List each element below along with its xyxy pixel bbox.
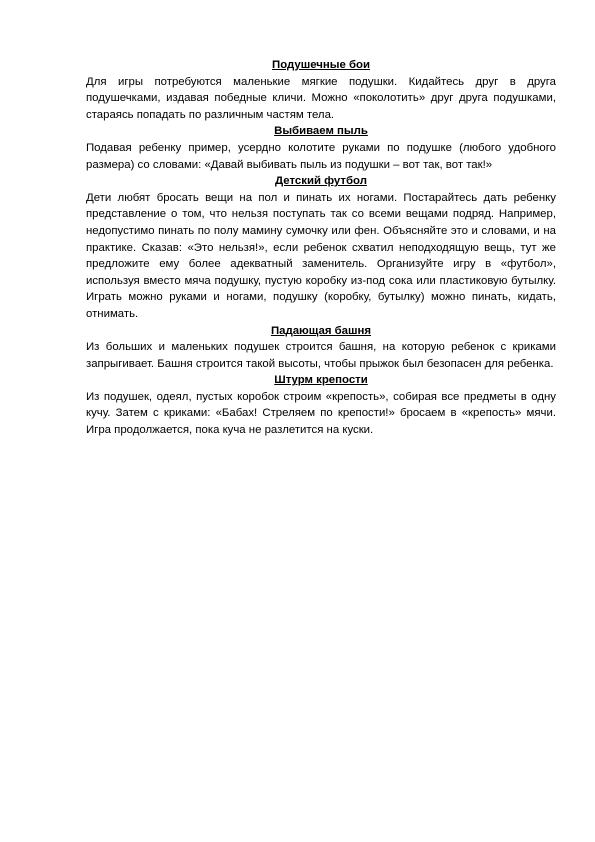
section-title: Подушечные бои <box>272 59 370 71</box>
section-text: Из больших и маленьких подушек строится башня, на которую ребенок с криками запрыгивает. Башня строится такой высоты, чтобы прыжок был безопасен для ребенка. <box>86 341 556 370</box>
section-title: Штурм крепости <box>274 374 368 387</box>
section-text: Для игры потребуются маленькие мягкие подушки. Кидайтесь друг в друга подушечками, издавая победные кличи. Можно «поколотить» друг друга подушками, стараясь попадать по различным частям тела. <box>86 75 556 121</box>
section-text: Подавая ребенку пример, усердно колотите руками по подушке (любого удобного размера) со словами: «Давай выбивать пыль из подушки – вот так, вот так!» <box>86 141 556 171</box>
section-beating-dust <box>86 123 556 173</box>
section-falling-tower <box>86 323 556 373</box>
section-title: Детский футбол <box>275 175 367 188</box>
section-fortress-storm <box>86 372 556 438</box>
section-title: Падающая башня <box>270 324 372 337</box>
section-text: Дети любят бросать вещи на пол и пинать их ногами. Постарайтесь дать ребенку представление о том, что нельзя поступать так со всеми вещами подряд. Например, недопустимо пинать по полу мамину сумочку или фен. Объясняйте это и словами, и на практике. Сказав: «Это нельзя!», если ребенок схватил неподходящую вещь, тут же предложите ему более адекватный заменитель. Организуйте игру в «футбол», используя вместо мяча подушку, пустую коробку из-под сока или пластиковую бутылку. Играть можно руками и ногами, подушку (коробку, бутылку) можно пинать, кидать, отнимать. <box>86 191 556 320</box>
section-text: Из подушек, одеял, пустых коробок строим «крепость», собирая все предметы в одну кучу. Затем с криками: «Бабах! Стреляем по крепости!» бросаем в «крепость» мячи. Игра продолжается, пока куча не разлетится на куски. <box>86 390 556 437</box>
section-pillow-fights <box>86 57 556 123</box>
document-page <box>86 57 556 439</box>
section-title: Выбиваем пыль <box>274 125 368 138</box>
section-kids-football <box>86 173 556 322</box>
